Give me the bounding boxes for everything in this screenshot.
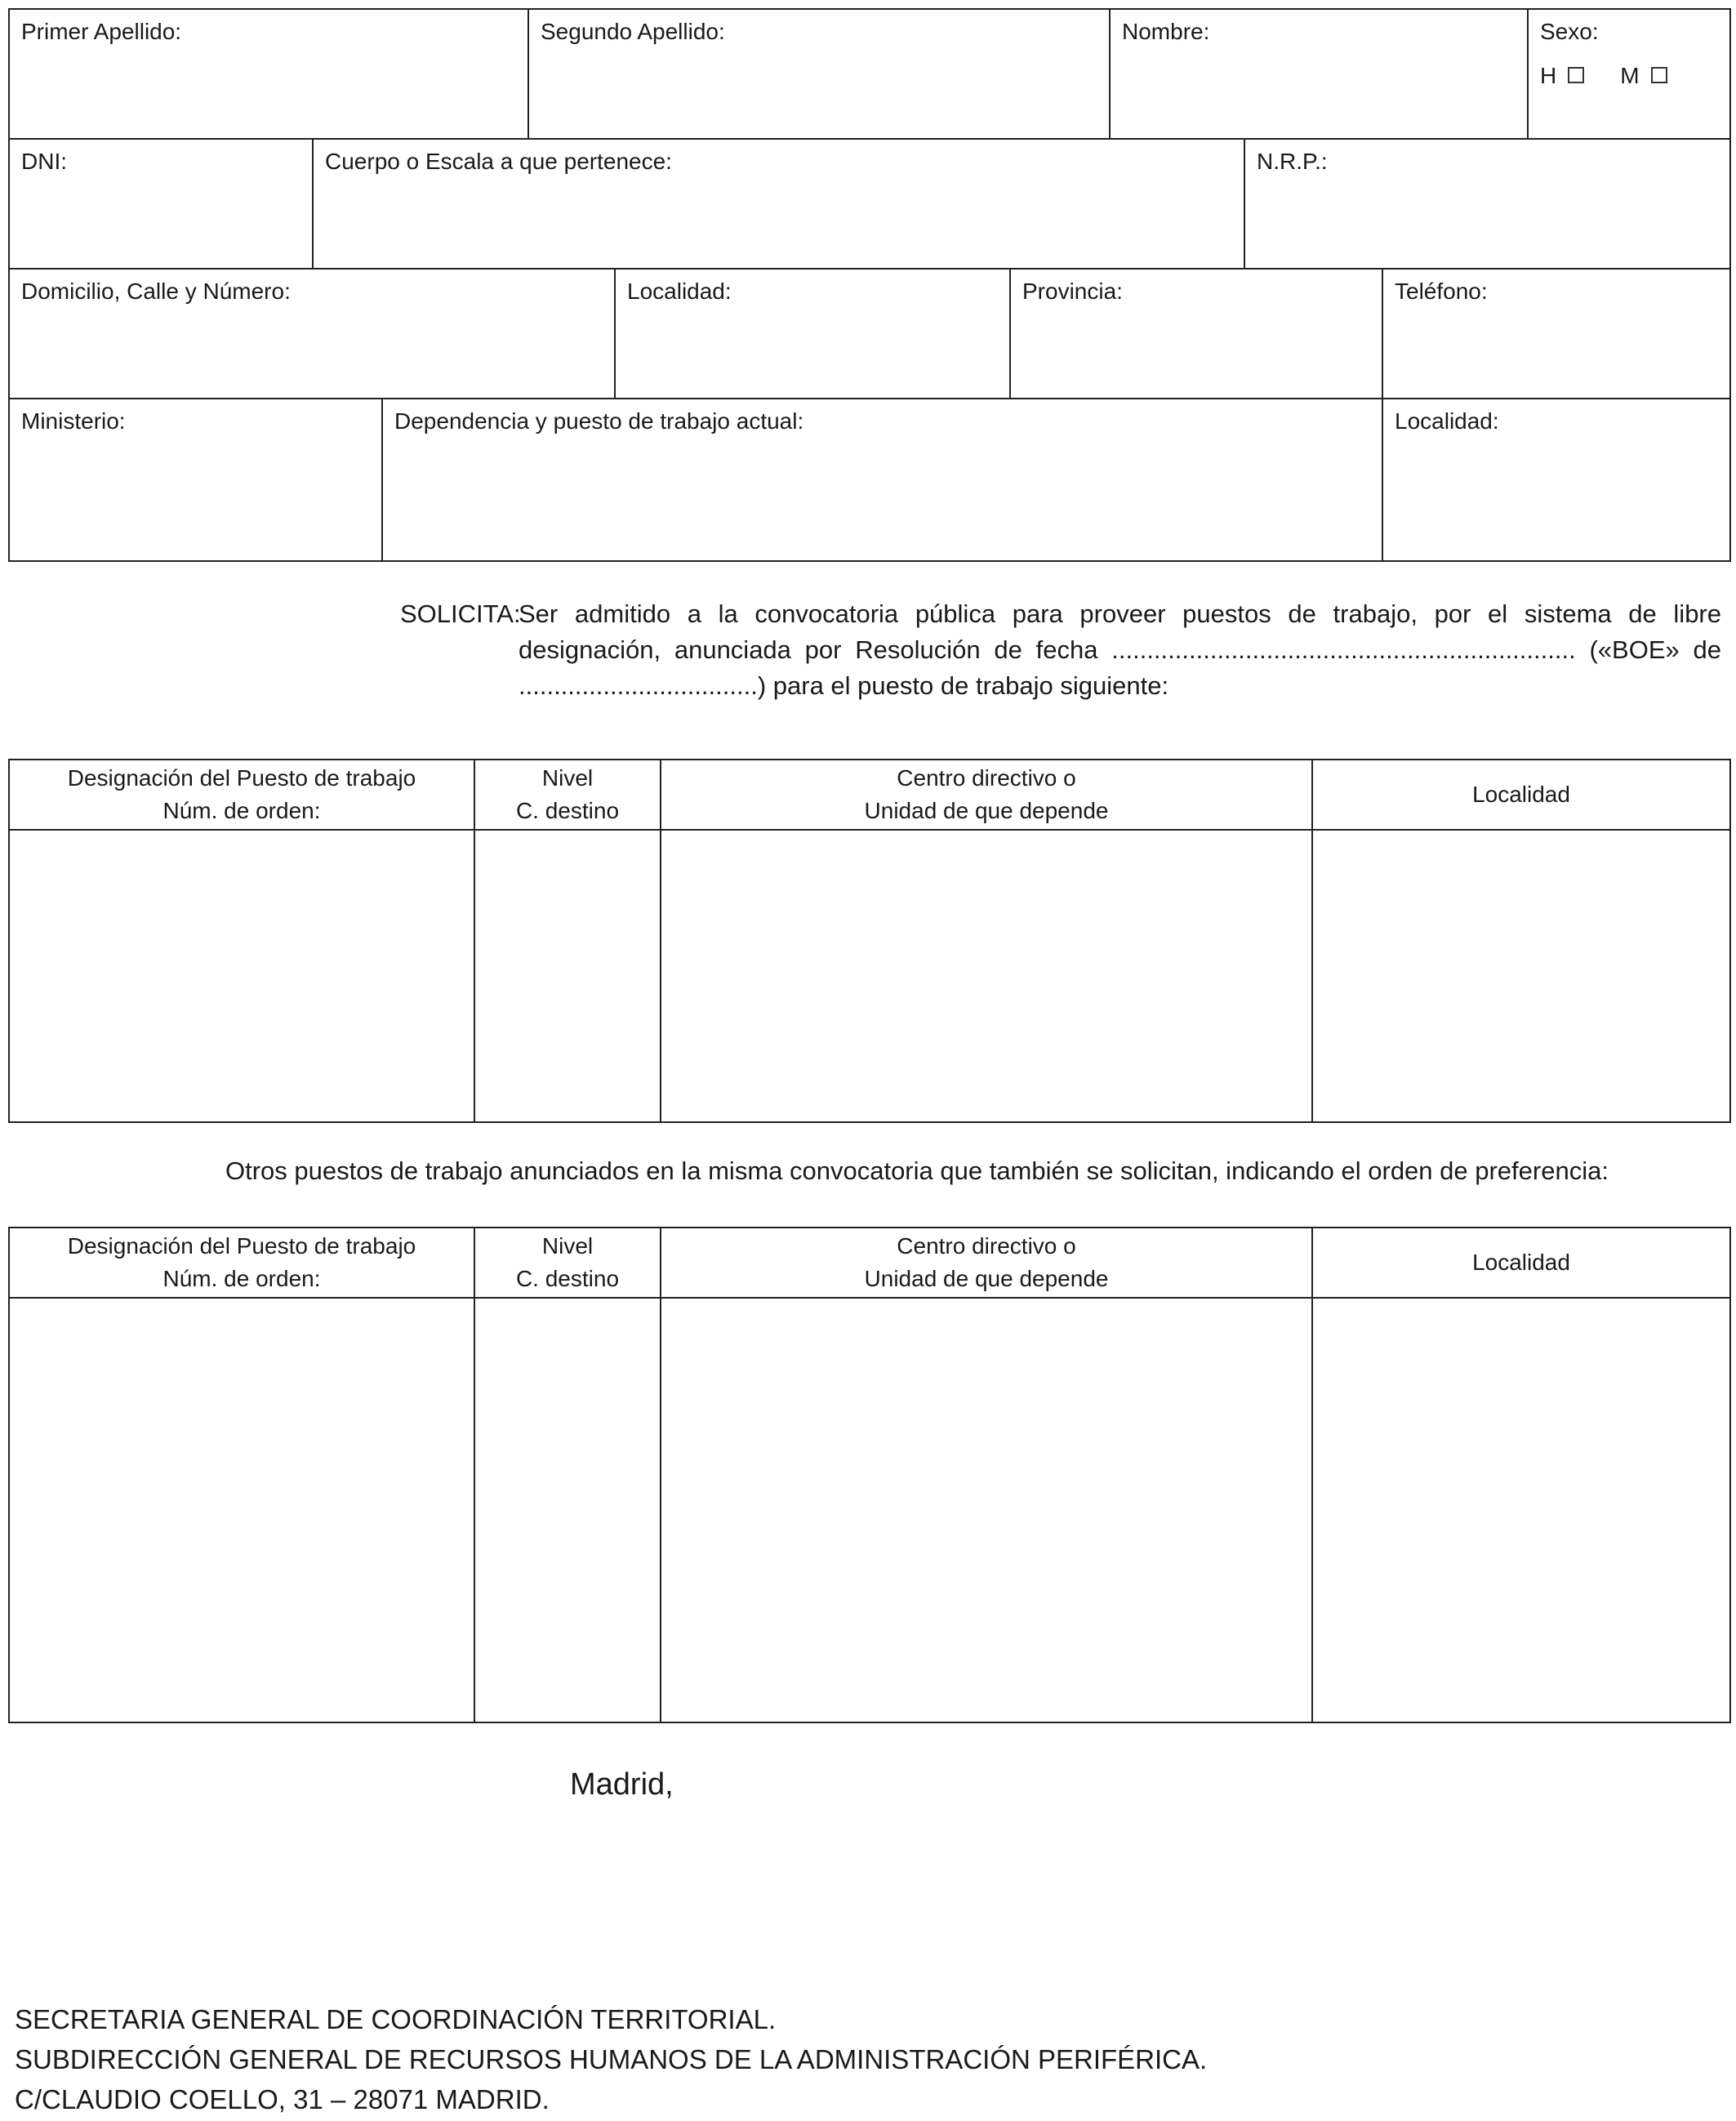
domicilio-label: Domicilio, Calle y Número: xyxy=(21,278,291,304)
cell-localidad[interactable] xyxy=(1313,1299,1729,1722)
solicita-text: Ser admitido a la convocatoria pública para proveer puestos de trabajo, por el sistema de libre designación, anunciada por Resolución de fecha .................................................................. («BOE» de ..................................) para el puesto de trabajo siguiente: xyxy=(519,599,1721,700)
header-localidad xyxy=(1313,760,1729,829)
header-nivel-line1: Nivel xyxy=(541,1233,594,1259)
nombre-field[interactable] xyxy=(1111,10,1529,138)
localidad-trabajo-label: Localidad: xyxy=(1395,408,1499,434)
header-nivel xyxy=(475,760,661,829)
header-centro-line2: Unidad de que depende xyxy=(864,1266,1109,1291)
sexo-m-label: M xyxy=(1620,62,1640,88)
row-names xyxy=(10,10,1729,140)
domicilio-field[interactable] xyxy=(10,270,616,398)
personal-data-grid xyxy=(8,8,1731,562)
place-date: Madrid, xyxy=(570,1767,674,1802)
header-centro-line1: Centro directivo o xyxy=(897,1233,1076,1259)
footer-line-3: C/CLAUDIO COELLO, 31 – 28071 MADRID. xyxy=(15,2084,550,2114)
segundo-apellido-field[interactable] xyxy=(529,10,1111,138)
header-nivel xyxy=(475,1228,661,1297)
localidad-trabajo-field[interactable] xyxy=(1383,399,1729,560)
sexo-label: Sexo: xyxy=(1540,19,1599,44)
otros-puestos-text: Otros puestos de trabajo anunciados en la misma convocatoria que también se solicitan, indicando el orden de preferencia: xyxy=(225,1156,1609,1185)
cell-centro[interactable] xyxy=(661,1299,1313,1722)
cell-centro[interactable] xyxy=(661,831,1313,1121)
row-id xyxy=(10,140,1729,270)
cuerpo-label: Cuerpo o Escala a que pertenece: xyxy=(325,149,672,174)
puesto-table-header xyxy=(10,760,1729,831)
dependencia-field[interactable] xyxy=(383,399,1383,560)
otros-puestos-table xyxy=(8,1227,1731,1723)
footer-line-1: SECRETARIA GENERAL DE COORDINACIÓN TERRITORIAL. xyxy=(15,2004,777,2034)
otros-table-header xyxy=(10,1228,1729,1299)
localidad-field[interactable] xyxy=(616,270,1011,398)
header-localidad xyxy=(1313,1228,1729,1297)
dependencia-label: Dependencia y puesto de trabajo actual: xyxy=(394,408,804,434)
nrp-field[interactable] xyxy=(1245,140,1729,268)
otros-table-body xyxy=(10,1299,1729,1722)
puesto-table xyxy=(8,759,1731,1123)
ministerio-field[interactable] xyxy=(10,399,383,560)
ministerio-label: Ministerio: xyxy=(21,408,126,434)
puesto-table-body xyxy=(10,831,1729,1121)
nombre-label: Nombre: xyxy=(1122,19,1210,44)
footer-line-2: SUBDIRECCIÓN GENERAL DE RECURSOS HUMANOS DE LA ADMINISTRACIÓN PERIFÉRICA. xyxy=(15,2044,1208,2074)
primer-apellido-label: Primer Apellido: xyxy=(21,19,182,44)
header-centro-line1: Centro directivo o xyxy=(897,765,1076,791)
solicita-label: SOLICITA: xyxy=(400,599,521,628)
cell-designacion[interactable] xyxy=(10,831,475,1121)
header-designacion-line1: Designación del Puesto de trabajo xyxy=(67,1233,416,1259)
header-designacion-line2: Núm. de orden: xyxy=(162,1266,321,1291)
dni-field[interactable] xyxy=(10,140,314,268)
provincia-label: Provincia: xyxy=(1022,278,1123,304)
header-designacion xyxy=(10,1228,475,1297)
cuerpo-field[interactable] xyxy=(314,140,1245,268)
primer-apellido-field[interactable] xyxy=(10,10,529,138)
header-centro xyxy=(661,760,1313,829)
header-nivel-line2: C. destino xyxy=(515,1266,620,1291)
sexo-field xyxy=(1529,10,1729,138)
header-centro xyxy=(661,1228,1313,1297)
cell-nivel[interactable] xyxy=(475,831,661,1121)
cell-designacion[interactable] xyxy=(10,1299,475,1722)
header-nivel-line2: C. destino xyxy=(515,798,620,823)
footer-address xyxy=(15,1999,1207,2119)
checkbox-h[interactable] xyxy=(1568,67,1584,83)
row-address xyxy=(10,270,1729,399)
sexo-h-label: H xyxy=(1540,62,1557,88)
header-designacion-line1: Designación del Puesto de trabajo xyxy=(67,765,416,791)
segundo-apellido-label: Segundo Apellido: xyxy=(541,19,725,44)
header-localidad-label: Localidad xyxy=(1472,782,1570,807)
cell-localidad[interactable] xyxy=(1313,831,1729,1121)
sexo-option-m[interactable] xyxy=(1620,62,1667,90)
cell-nivel[interactable] xyxy=(475,1299,661,1722)
localidad-label: Localidad: xyxy=(627,278,732,304)
dni-label: DNI: xyxy=(21,149,67,174)
header-centro-line2: Unidad de que depende xyxy=(864,798,1109,823)
telefono-field[interactable] xyxy=(1383,270,1729,398)
header-designacion-line2: Núm. de orden: xyxy=(162,798,321,823)
header-designacion xyxy=(10,760,475,829)
row-work xyxy=(10,399,1729,560)
provincia-field[interactable] xyxy=(1011,270,1383,398)
checkbox-m[interactable] xyxy=(1651,67,1667,83)
nrp-label: N.R.P.: xyxy=(1257,149,1328,174)
solicita-paragraph xyxy=(400,596,1721,704)
telefono-label: Teléfono: xyxy=(1395,278,1488,304)
header-nivel-line1: Nivel xyxy=(541,765,594,791)
sexo-option-h[interactable] xyxy=(1540,62,1584,90)
header-localidad-label: Localidad xyxy=(1472,1250,1570,1275)
